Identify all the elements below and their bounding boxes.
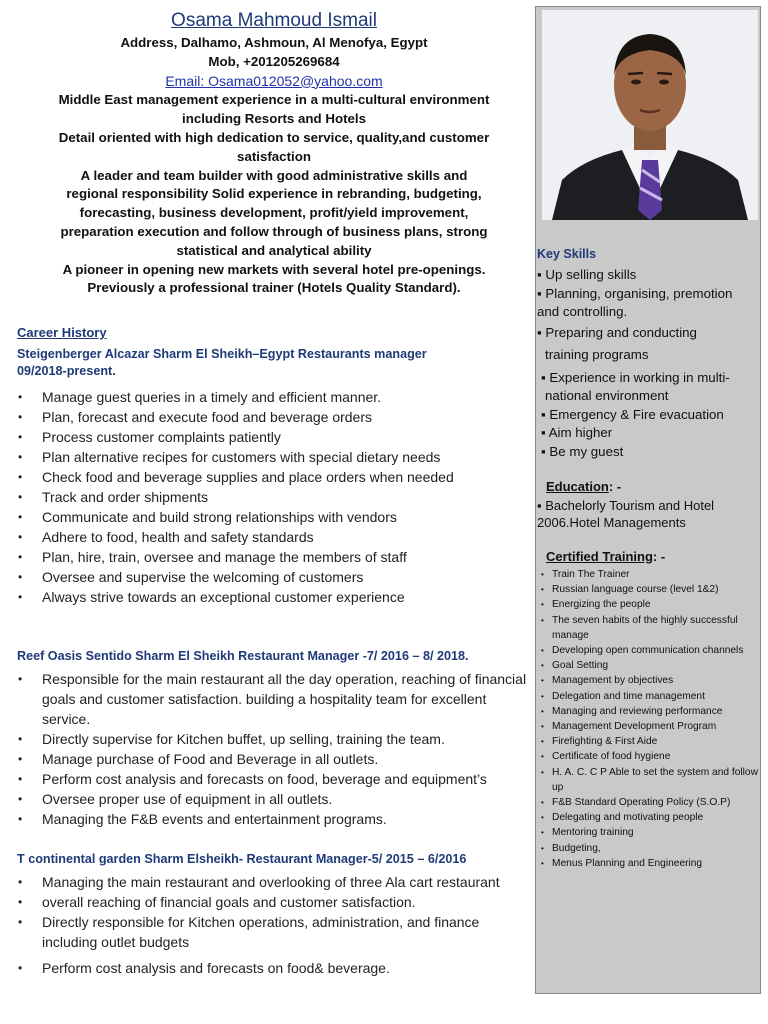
career-history-heading: Career History (17, 325, 107, 340)
job-title-reef-oasis (17, 648, 532, 665)
skill-line: ▪ Up selling skills (537, 267, 637, 282)
list-item: • H. A. C. C P Able to set the system and follow up (540, 765, 762, 795)
education-list (537, 497, 763, 531)
list-item: • Train The Trainer (540, 567, 762, 582)
list-item: • Perform cost analysis and forecasts on food, beverage and equipment’s (18, 769, 534, 789)
list-item: • Managing and reviewing performance (540, 704, 762, 719)
skill-line: ▪ Emergency & Fire evacuation (541, 406, 724, 422)
job-title-line: Steigenberger Alcazar Sharm El Sheikh–Egypt Restaurants manager (17, 347, 427, 361)
education-title: Education (546, 479, 609, 494)
candidate-name: Osama Mahmoud Ismail (171, 10, 377, 31)
list-item: • Check food and beverage supplies and place orders when needed (18, 467, 488, 487)
summary-line: Detail oriented with high dedication to service, quality,and customer (58, 129, 490, 145)
skill-line: and controlling. (537, 304, 628, 319)
education-line: ▪ Bachelorly Tourism and Hotel (537, 498, 715, 513)
list-item: • Goal Setting (540, 658, 762, 673)
list-item: • Directly supervise for Kitchen buffet, up selling, training the team. (18, 729, 534, 749)
summary-line: regional responsibility Solid experience in rebranding, budgeting, (66, 186, 482, 202)
list-item: • Track and order shipments (18, 487, 488, 507)
summary-line: A leader and team builder with good administrative skills and (80, 167, 468, 183)
job-title-line: T continental garden Sharm Elsheikh- Restaurant Manager-5/ 2015 – 6/2016 (17, 852, 467, 866)
skill-line: ▪ Planning, organising, premotion (537, 285, 733, 301)
list-item: • Perform cost analysis and forecasts on food& beverage. (18, 958, 518, 978)
summary-line: statistical and analytical ability (176, 242, 372, 258)
list-item: • Always strive towards an exceptional customer experience (18, 587, 488, 607)
mobile: Mob, +201205269684 (208, 53, 340, 69)
list-item: • Firefighting & First Aide (540, 734, 762, 749)
list-item: • The seven habits of the highly successful manage (540, 613, 762, 643)
list-item: • Menus Planning and Engineering (540, 856, 762, 871)
email-link[interactable]: Email: Osama012052@yahoo.com (165, 72, 383, 89)
skill-line: ▪ Preparing and conducting (537, 324, 697, 340)
job-title-line: Reef Oasis Sentido Sharm El Sheikh Restaurant Manager -7/ 2016 – 8/ 2018. (17, 649, 469, 663)
key-skills-heading: Key Skills (537, 247, 597, 261)
list-item: • Directly responsible for Kitchen operations, administration, and finance including outlet budgets (18, 912, 518, 952)
profile-photo (542, 10, 758, 220)
skill-line: ▪ Experience in working in multi- (541, 369, 730, 385)
education-suffix: : - (608, 479, 622, 494)
resume-header (12, 8, 536, 298)
list-item: • Energizing the people (540, 597, 762, 612)
list-item: • Plan, hire, train, oversee and manage the members of staff (18, 547, 488, 567)
skill-line: national environment (545, 388, 669, 403)
summary-line: including Resorts and Hotels (182, 111, 366, 127)
summary-line: preparation execution and follow through of business plans, strong (60, 223, 488, 239)
skill-line: training programs (545, 347, 649, 362)
training-title: Certified Training (546, 549, 653, 564)
list-item: • Managing the F&B events and entertainment programs. (18, 809, 534, 829)
list-item: • Mentoring training (540, 825, 762, 840)
list-item: • Managing the main restaurant and overlooking of three Ala cart restaurant (18, 872, 518, 892)
list-item: • Manage guest queries in a timely and efficient manner. (18, 387, 488, 407)
list-item: • Adhere to food, health and safety standards (18, 527, 488, 547)
list-item: • Manage purchase of Food and Beverage in all outlets. (18, 749, 534, 769)
list-item: • Delegating and motivating people (540, 810, 762, 825)
list-item: • Communicate and build strong relationships with vendors (18, 507, 488, 527)
summary-line: Middle East management experience in a multi-cultural environment (58, 92, 490, 108)
certified-training-list (540, 567, 762, 871)
job-title-continental-garden (17, 851, 533, 868)
job-title-line: 09/2018-present. (17, 364, 116, 378)
duties-reef-oasis (18, 669, 534, 829)
list-item: • Budgeting, (540, 841, 762, 856)
list-item: • Oversee proper use of equipment in all outlets. (18, 789, 534, 809)
address: Address, Dalhamo, Ashmoun, Al Menofya, Egypt (120, 35, 428, 50)
skill-line: ▪ Aim higher (541, 425, 613, 440)
summary-line: A pioneer in opening new markets with several hotel pre-openings. (62, 261, 486, 277)
list-item: • Plan alternative recipes for customers with special dietary needs (18, 447, 488, 467)
portrait-image (542, 10, 758, 220)
list-item: • Plan, forecast and execute food and beverage orders (18, 407, 488, 427)
summary-line: forecasting, business development, profit/yield improvement, (79, 205, 469, 221)
list-item: • Russian language course (level 1&2) (540, 582, 762, 597)
key-skills-list (537, 266, 763, 461)
list-item: • Management by objectives (540, 673, 762, 688)
summary (12, 91, 536, 298)
list-item: • Management Development Program (540, 719, 762, 734)
education-heading (546, 479, 621, 494)
list-item: • Developing open communication channels (540, 643, 762, 658)
summary-line: satisfaction (237, 148, 311, 164)
list-item: • F&B Standard Operating Policy (S.O.P) (540, 795, 762, 810)
certified-training-heading (546, 549, 665, 564)
summary-line: Previously a professional trainer (Hotels Quality Standard). (87, 280, 461, 296)
training-suffix: : - (652, 549, 666, 564)
job-title-steigenberger (17, 346, 517, 380)
list-item: • Responsible for the main restaurant all the day operation, reaching of financial goals and customer satisfaction. building a hospitality team for excellent service. (18, 669, 534, 729)
skill-line: ▪ Be my guest (541, 443, 624, 459)
list-item: • Process customer complaints patiently (18, 427, 488, 447)
duties-steigenberger (18, 387, 488, 607)
duties-continental-garden (18, 872, 518, 978)
list-item: • Delegation and time management (540, 689, 762, 704)
education-line: 2006.Hotel Managements (537, 515, 686, 530)
list-item: • Certificate of food hygiene (540, 749, 762, 764)
list-item: • Oversee and supervise the welcoming of customers (18, 567, 488, 587)
list-item: • overall reaching of financial goals and customer satisfaction. (18, 892, 518, 912)
